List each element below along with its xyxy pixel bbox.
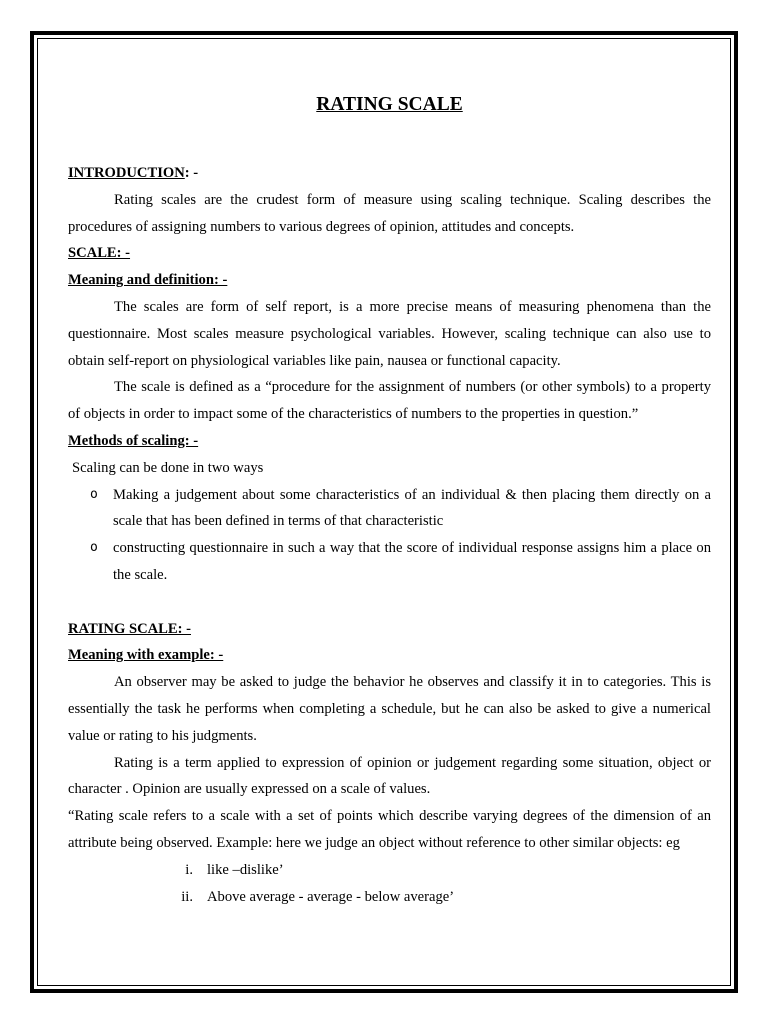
document-page <box>68 90 711 910</box>
section-spacer <box>68 589 711 616</box>
rating-scale-paragraph: An observer may be asked to judge the behavior he observes and classify it in to categories. This is essentially the task he performs when completing a schedule, but he can also be asked to give a numerical value or rating to his judgments. <box>68 674 711 744</box>
scale-subheading-text: Meaning and definition: - <box>68 272 228 289</box>
list-item <box>68 884 711 911</box>
list-item <box>68 535 711 589</box>
list-item <box>68 857 711 884</box>
rating-scale-subheading-text: Meaning with example: - <box>68 647 224 664</box>
list-item-number: ii. <box>181 888 193 905</box>
scale-subheading <box>68 267 711 294</box>
document-title: RATING SCALE <box>316 94 463 115</box>
rating-scale-heading <box>68 616 711 643</box>
list-item-text: Above average - average - below average’ <box>207 888 455 905</box>
list-item-text: constructing questionnaire in such a way that the score of individual response assigns him a place on the scale. <box>113 540 711 583</box>
introduction-paragraph: Rating scales are the crudest form of measure using scaling technique. Scaling describes the procedures of assigning numbers to various degrees of opinion, attitudes and concepts. <box>68 191 711 235</box>
examples-list <box>68 857 711 911</box>
methods-intro: Scaling can be done in two ways <box>72 459 264 476</box>
scale-heading <box>68 240 711 267</box>
methods-heading-text: Methods of scaling: - <box>68 432 199 449</box>
rating-scale-subheading <box>68 642 711 669</box>
list-item-text: Making a judgement about some characteristics of an individual & then placing them directly on a scale that has been defined in terms of that characteristic <box>113 486 711 530</box>
rating-scale-paragraph: Rating is a term applied to expression of opinion or judgement regarding some situation, object or character . Opinion are usually expressed on a scale of values. <box>68 754 711 798</box>
rating-scale-quote: “Rating scale refers to a scale with a set of points which describe varying degrees of the dimension of an attribute being observed. Example: here we judge an object without reference to other similar objects: eg <box>68 808 711 851</box>
bullet-icon: o <box>90 486 98 502</box>
bullet-icon: o <box>90 540 98 556</box>
list-item-text: like –dislike’ <box>207 861 284 878</box>
scale-paragraph: The scale is defined as a “procedure for the assignment of numbers (or other symbols) to a property of objects in order to impact some of the characteristics of numbers to the properties in question.” <box>68 379 711 423</box>
scale-heading-text: SCALE: - <box>68 245 131 262</box>
rating-scale-heading-text: RATING SCALE: - <box>68 620 191 637</box>
introduction-heading-suffix: : - <box>184 165 199 181</box>
methods-heading <box>68 428 711 455</box>
scale-paragraph: The scales are form of self report, is a more precise means of measuring phenomena than the questionnaire. Most scales measure psychological variables. However, scaling technique can also use to obtain self-report on physiological variables like pain, nausea or functional capacity. <box>68 298 711 369</box>
methods-list <box>68 482 711 589</box>
list-item-number: i. <box>185 861 193 878</box>
introduction-heading <box>68 160 711 187</box>
list-item <box>68 482 711 536</box>
introduction-heading-text: INTRODUCTION <box>68 165 185 181</box>
